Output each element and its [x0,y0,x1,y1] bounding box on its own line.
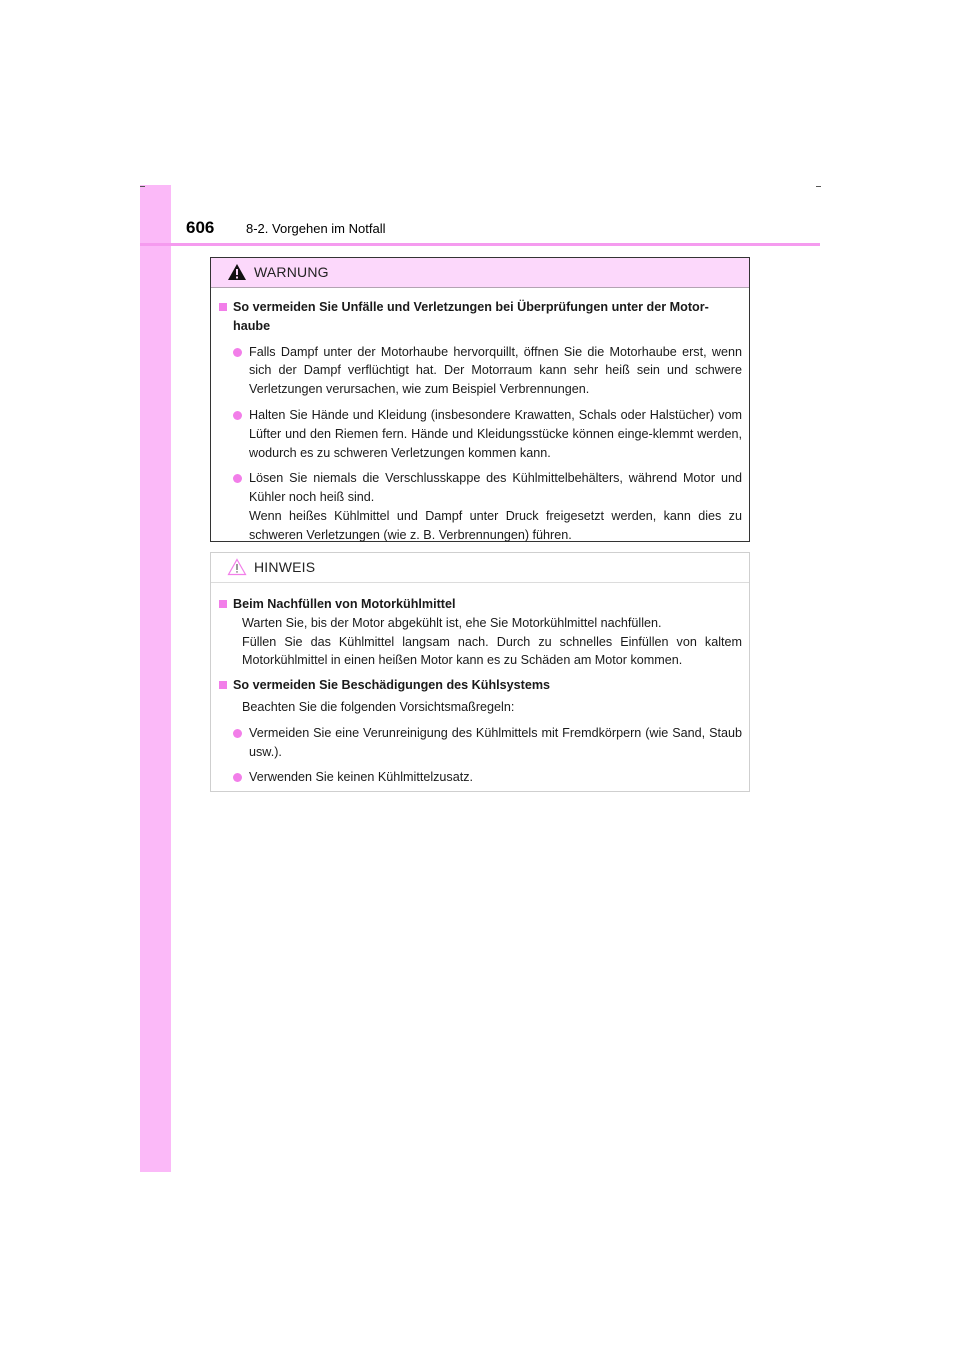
crop-mark-left [140,186,145,187]
square-bullet-icon [219,681,227,689]
warning-header [211,258,749,288]
warning-bullet-2 [218,406,742,462]
round-bullet-icon [233,474,242,483]
warning-body [211,288,749,545]
notice-bullet-1-text: Vermeiden Sie eine Verunreinigung des Kühlmittels mit Fremdkörpern (wie Sand, Staub usw.). [249,725,742,759]
side-tab-strip [140,185,171,1172]
round-bullet-icon [233,773,242,782]
notice-bullet-2 [218,768,742,787]
square-bullet-icon [219,600,227,608]
square-bullet-icon [219,303,227,311]
page-number: 606 [186,218,215,237]
notice-item-2-heading-text: So vermeiden Sie Beschädigungen des Kühlsystems [233,678,551,693]
notice-bullet-1 [218,724,742,762]
notice-item-1-heading [218,595,742,614]
warning-bullet-1-text: Falls Dampf unter der Motorhaube hervorquillt, öffnen Sie die Motorhaube erst, wenn sich der Dampf verflüchtigt hat. Der Motorraum kann sehr heiß sein und schwere Verletzungen verursachen, wie zum Beispiel Verbrennungen. [249,344,742,397]
notice-item-1-heading-text: Beim Nachfüllen von Motorkühlmittel [233,597,456,611]
section-title: 8-2. Vorgehen im Notfall [246,221,386,236]
warning-bullet-2-text: Halten Sie Hände und Kleidung (insbesondere Krawatten, Schals oder Halstücher) vom Lüfter und den Riemen fern. Hände und Kleidungsstücke können einge-klemmt werden, wodurch es zu schweren Verletzungen kommen kann. [249,407,742,460]
warning-triangle-icon [227,263,247,281]
crop-mark-right [816,186,821,187]
warning-item-heading [218,298,742,336]
notice-bullet-2-text: Verwenden Sie keinen Kühlmittelzusatz. [249,770,474,785]
warning-bullet-3-text: Lösen Sie niemals die Verschlusskappe des Kühlmittelbehälters, während Motor und Kühler noch heiß sind. Wenn heißes Kühlmittel und Dampf unter Druck freigesetzt werden, kann dies zu schweren Verletzungen (wie z. B. Verbrennungen) führen. [249,471,742,542]
round-bullet-icon [233,729,242,738]
warning-box [210,257,750,542]
round-bullet-icon [233,411,242,420]
warning-title: WARNUNG [254,264,329,280]
notice-item-2-heading [218,676,742,695]
notice-item-2-text: Beachten Sie die folgenden Vorsichtsmaßregeln: [242,699,515,714]
notice-header [211,553,749,583]
caution-triangle-icon [227,558,247,576]
notice-body [211,583,749,787]
round-bullet-icon [233,348,242,357]
warning-heading-text: So vermeiden Sie Unfälle und Verletzungen bei Überprüfungen unter der Motor- haube [233,300,709,333]
header-rule [140,243,820,246]
notice-item-1-text: Warten Sie, bis der Motor abgekühlt ist, ehe Sie Motorkühlmittel nachfüllen. Füllen Sie das Kühlmittel langsam nach. Durch zu schnelles Einfüllen von kaltem Motorkühlmittel in einen heißen Motor kann es zu Schäden am Motor kommen. [242,615,742,668]
notice-title: HINWEIS [254,559,316,575]
warning-bullet-3 [218,469,742,544]
notice-box [210,552,750,792]
warning-bullet-1 [218,343,742,399]
